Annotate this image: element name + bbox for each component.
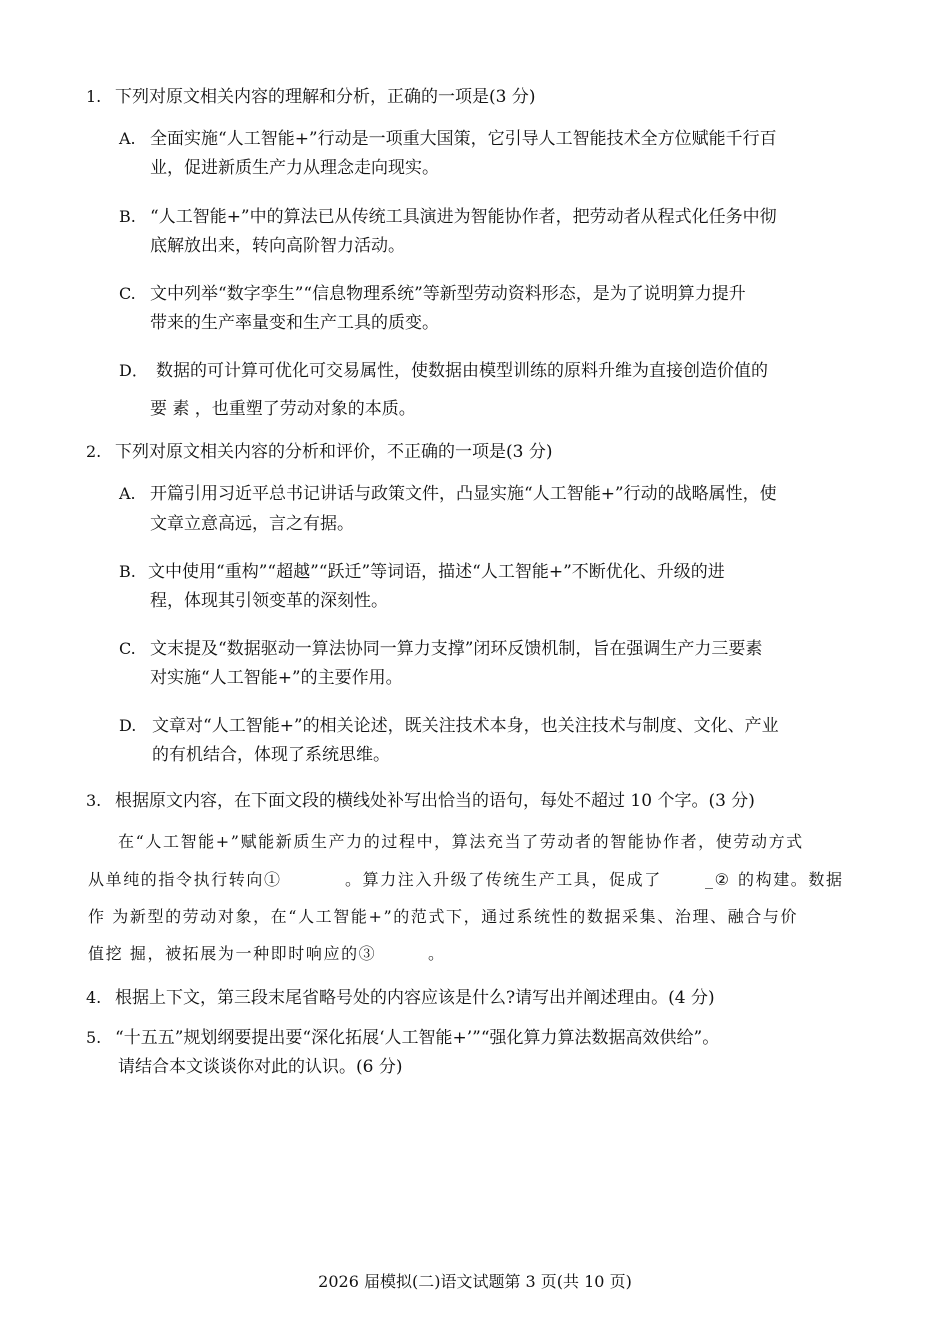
q1-option-b-label: B.	[119, 207, 136, 226]
q2-option-a-line1: 开篇引用习近平总书记讲话与政策文件，凸显实施“人工智能+”行动的战略属性，使	[150, 484, 777, 504]
q3-passage-line3: 作 为新型的劳动对象，在“人工智能+”的范式下，通过系统性的数据采集、治理、融合与价	[88, 907, 799, 926]
q3-passage-line4b: 。	[428, 944, 446, 963]
q5-number: 5.	[86, 1028, 102, 1047]
q3-passage-line2a: 从单纯的指令执行转向①	[88, 870, 282, 889]
q1-option-c-line1: 文中列举“数字孪生”“信息物理系统”等新型劳动资料形态，是为了说明算力提升	[150, 284, 746, 304]
q1-option-a-label: A.	[119, 129, 136, 148]
q1-number: 1.	[86, 87, 102, 106]
q5-stem-line1: “十五五”规划纲要提出要“深化拓展‘人工智能+’”“强化算力算法数据高效供给”。	[115, 1028, 720, 1048]
q3-passage-line2b: 。算力注入升级了传统生产工具，促成了	[345, 870, 662, 889]
q1-option-c-label: C.	[119, 284, 136, 303]
q2-option-a-line2: 文章立意高远，言之有据。	[150, 514, 354, 534]
q2-number: 2.	[86, 442, 102, 461]
q3-passage-line1: 在“人工智能+”赋能新质生产力的过程中，算法充当了劳动者的智能协作者，使劳动方式	[118, 832, 804, 851]
q2-option-d-line1: 文章对“人工智能+”的相关论述，既关注技术本身，也关注技术与制度、文化、产业	[152, 716, 779, 736]
q2-option-c-line1: 文末提及“数据驱动一算法协同一算力支撑”闭环反馈机制，旨在强调生产力三要素	[150, 639, 763, 659]
q1-stem: 下列对原文相关内容的理解和分析，正确的一项是(3 分)	[115, 87, 536, 107]
q1-option-d-line2: 要 素 ，也重塑了劳动对象的本质。	[150, 399, 416, 419]
q1-option-a-line1: 全面实施“人工智能+”行动是一项重大国策，它引导人工智能技术全方位赋能千行百	[150, 129, 777, 149]
page-footer: 2026 届模拟(二)语文试题第 3 页(共 10 页)	[318, 1272, 632, 1291]
q3-number: 3.	[86, 791, 102, 810]
q2-option-d-line2: 的有机结合，体现了系统思维。	[152, 745, 390, 765]
q2-option-b-line1: 文中使用“重构”“超越”“跃迁”等词语，描述“人工智能+”不断优化、升级的进	[148, 562, 725, 582]
q1-option-c-line2: 带来的生产率量变和生产工具的质变。	[150, 313, 439, 333]
q3-passage-line2d: 的构建。数据	[738, 870, 844, 889]
q2-option-c-line2: 对实施“人工智能+”的主要作用。	[150, 668, 403, 688]
q2-option-c-label: C.	[119, 639, 136, 658]
q3-blank-2-marker: _②	[705, 870, 731, 889]
q4-number: 4.	[86, 988, 102, 1007]
q2-option-b-line2: 程，体现其引领变革的深刻性。	[150, 591, 388, 611]
q2-option-a-label: A.	[119, 484, 136, 503]
q1-option-d-label: D．	[119, 361, 148, 380]
q2-option-d-label: D.	[119, 716, 137, 735]
q1-option-d-line1: 数据的可计算可优化可交易属性，使数据由模型训练的原料升维为直接创造价值的	[156, 361, 768, 381]
q3-stem: 根据原文内容，在下面文段的横线处补写出恰当的语句，每处不超过 10 个字。(3 分)	[115, 791, 755, 811]
q5-stem-line2: 请结合本文谈谈你对此的认识。(6 分)	[118, 1057, 403, 1077]
q2-stem: 下列对原文相关内容的分析和评价，不正确的一项是(3 分)	[115, 442, 553, 462]
q2-option-b-label: B.	[119, 562, 136, 581]
q1-option-b-line1: “人工智能+”中的算法已从传统工具演进为智能协作者，把劳动者从程式化任务中彻	[150, 207, 777, 227]
q1-option-a-line2: 业，促进新质生产力从理念走向现实。	[150, 158, 439, 178]
q3-passage-line4a: 值挖 掘，被拓展为一种即时响应的③	[88, 944, 377, 963]
q1-option-b-line2: 底解放出来，转向高阶智力活动。	[150, 236, 405, 256]
q4-stem: 根据上下文，第三段末尾省略号处的内容应该是什么?请写出并阐述理由。(4 分)	[115, 988, 715, 1008]
